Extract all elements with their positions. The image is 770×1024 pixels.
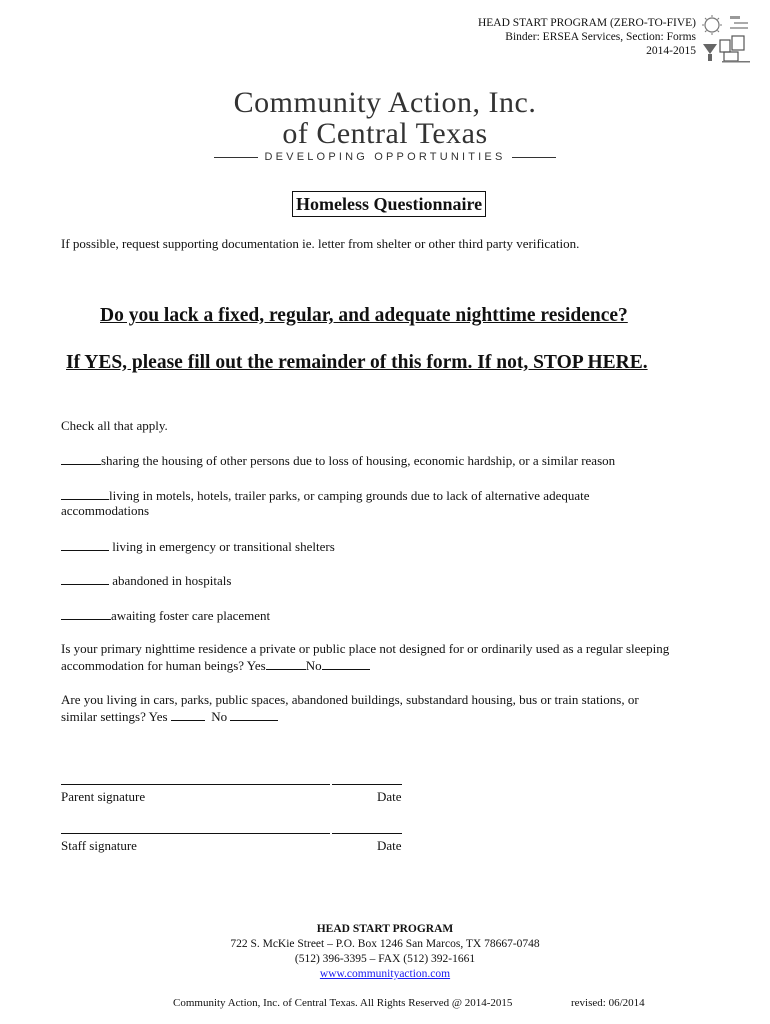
footer-copyright: Community Action, Inc. of Central Texas. All Rights Reserved @ 2014-2015 <box>173 997 513 1009</box>
footer-program: HEAD START PROGRAM <box>316 923 454 935</box>
staff-date-line[interactable] <box>332 833 402 834</box>
option-motels-blank[interactable] <box>61 487 109 500</box>
footer-phone: (512) 396-3395 – FAX (512) 392-1661 <box>294 953 476 965</box>
org-tagline <box>0 151 770 163</box>
q-primary-no-label: No <box>305 658 322 673</box>
option-sharing-label: sharing the housing of other persons due to loss of housing, economic hardship, or a similar reason <box>101 453 616 468</box>
option-shelters-label: living in emergency or transitional shelters <box>109 539 335 554</box>
option-motels <box>61 487 751 504</box>
q-cars-yes-blank[interactable] <box>171 708 205 721</box>
tagline-rule-left <box>214 157 258 158</box>
footer-website-row <box>0 967 770 982</box>
org-logo-line1: Community Action, Inc. <box>233 86 537 119</box>
tagline-text: DEVELOPING OPPORTUNITIES <box>264 151 506 163</box>
staff-signature-label: Staff signature <box>61 838 137 853</box>
footer-address: 722 S. McKie Street – P.O. Box 1246 San Marcos, TX 78667-0748 <box>230 938 540 950</box>
option-motels-label: living in motels, hotels, trailer parks, or camping grounds due to lack of alternative adequate <box>109 488 590 503</box>
tagline-rule-right <box>512 157 556 158</box>
option-foster-blank[interactable] <box>61 607 111 620</box>
header-year: 2014-2015 <box>646 45 696 57</box>
staff-signature-line[interactable] <box>61 833 330 834</box>
parent-date-label: Date <box>377 789 402 804</box>
header-binder: Binder: ERSEA Services, Section: Forms <box>505 31 696 43</box>
instruction: If YES, please fill out the remainder of this form. If not, STOP HERE. <box>66 352 648 373</box>
parent-signature-line[interactable] <box>61 784 330 785</box>
q-primary-line2 <box>61 657 751 674</box>
q-cars-text: similar settings? Yes <box>61 709 171 724</box>
head-start-logo-icon <box>700 14 752 64</box>
q-cars-no-label: No <box>204 709 231 724</box>
staff-date-label: Date <box>377 838 402 853</box>
header-program: HEAD START PROGRAM (ZERO-TO-FIVE) <box>477 17 696 29</box>
check-all-text: Check all that apply. <box>61 418 168 433</box>
option-hospitals-label: abandoned in hospitals <box>109 573 232 588</box>
parent-date-line[interactable] <box>332 784 402 785</box>
main-question: Do you lack a fixed, regular, and adequate nighttime residence? <box>100 305 628 326</box>
q-primary-text: accommodation for human beings? Yes <box>61 658 266 673</box>
footer-website-link[interactable]: www.communityaction.com <box>319 968 451 980</box>
option-shelters-blank[interactable] <box>61 538 109 551</box>
option-motels-cont: accommodations <box>61 503 150 518</box>
option-foster <box>61 607 751 624</box>
q-cars-no-blank[interactable] <box>230 708 278 721</box>
q-primary-line1: Is your primary nighttime residence a private or public place not designed for or ordinarily used as a regular sleeping <box>61 641 670 656</box>
q-primary-yes-blank[interactable] <box>266 657 306 670</box>
q-primary-no-blank[interactable] <box>322 657 370 670</box>
option-hospitals-blank[interactable] <box>61 572 109 585</box>
org-logo-line2: of Central Texas <box>282 117 488 150</box>
form-title: Homeless Questionnaire <box>292 191 486 217</box>
option-sharing <box>61 452 751 469</box>
option-hospitals <box>61 572 751 589</box>
option-sharing-blank[interactable] <box>61 452 101 465</box>
q-cars-line1: Are you living in cars, parks, public spaces, abandoned buildings, substandard housing, bus or train stations, or <box>61 692 639 707</box>
option-foster-label: awaiting foster care placement <box>111 608 271 623</box>
parent-signature-label: Parent signature <box>61 789 146 804</box>
footer-revised: revised: 06/2014 <box>571 997 645 1009</box>
option-shelters <box>61 538 751 555</box>
q-cars-line2 <box>61 708 751 725</box>
intro-text: If possible, request supporting documentation ie. letter from shelter or other third party verification. <box>61 236 580 251</box>
